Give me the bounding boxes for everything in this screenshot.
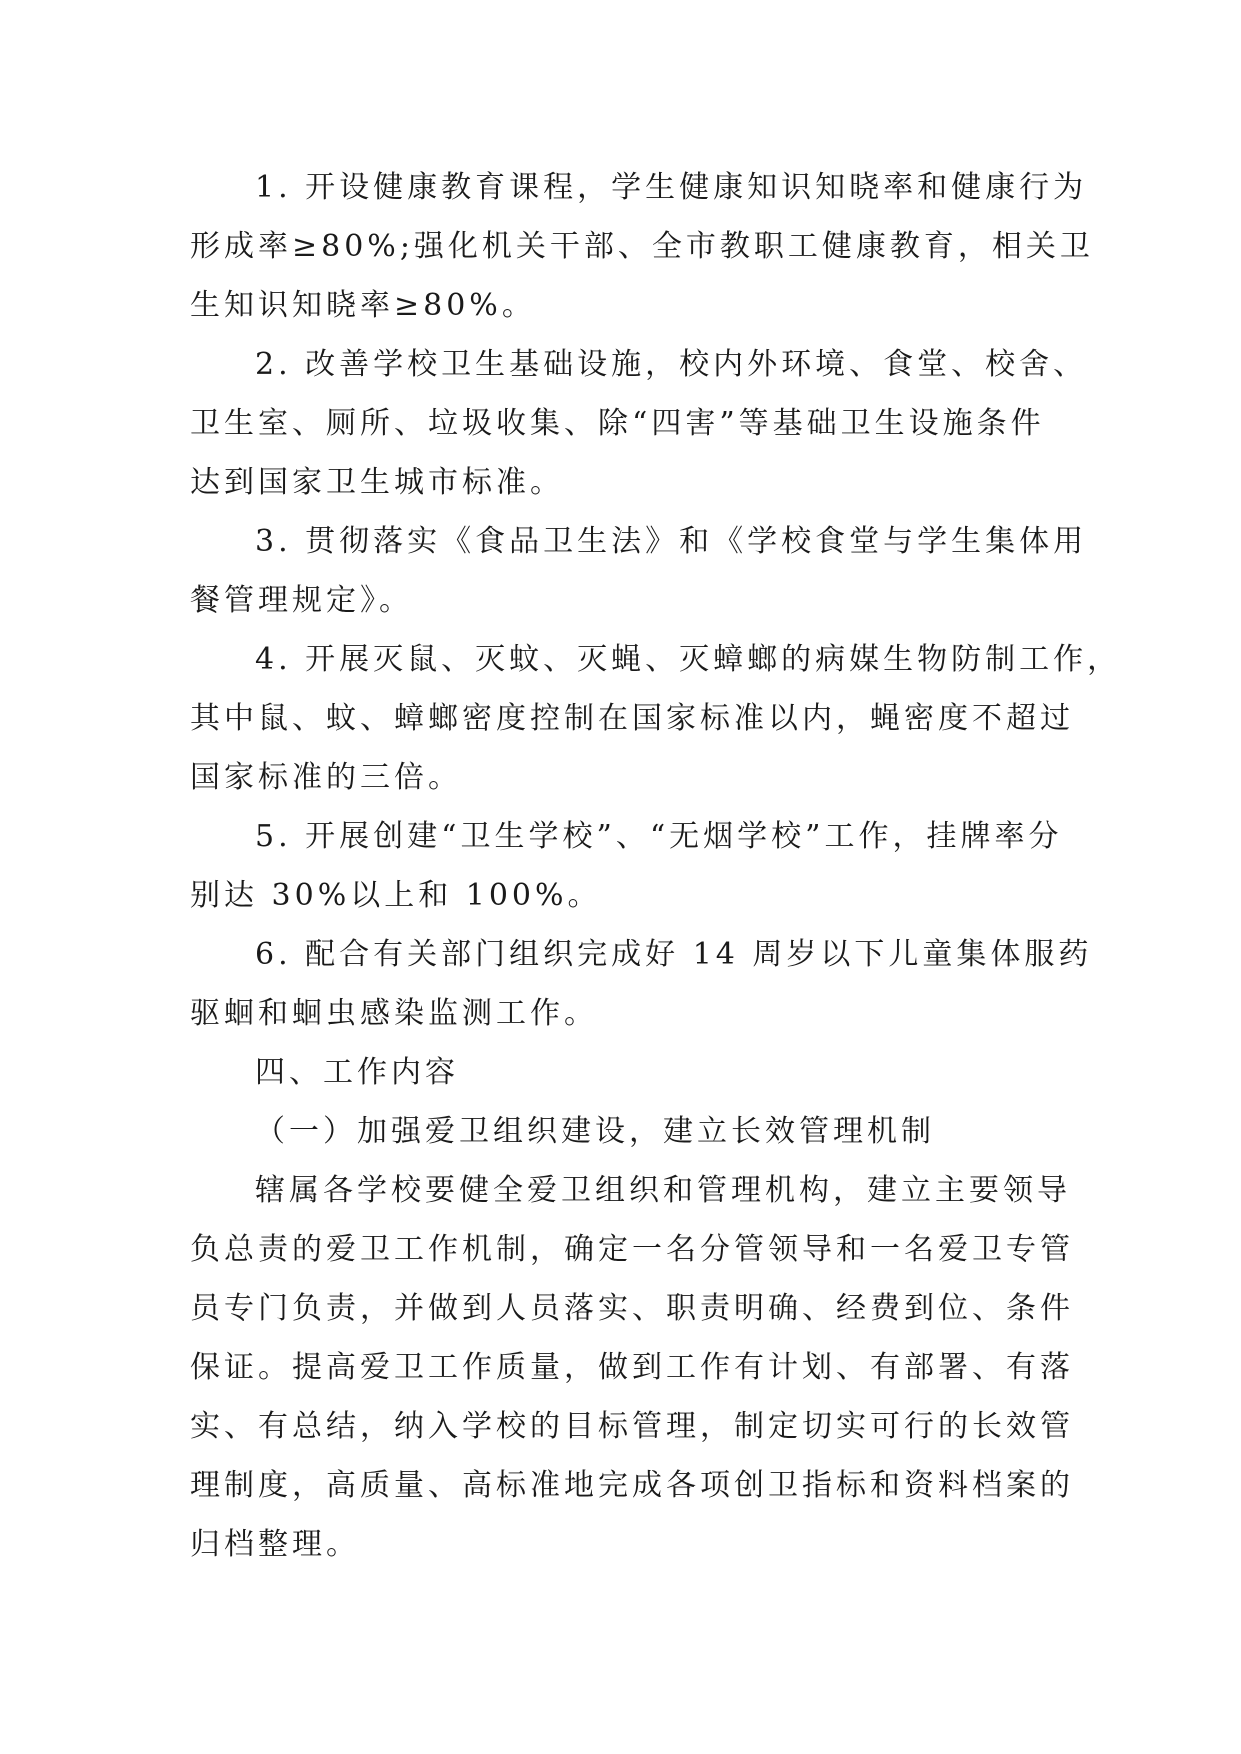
- body-paragraph-line-5: 实、有总结，纳入学校的目标管理，制定切实可行的长效管: [190, 1409, 1074, 1444]
- item-4-line-3: 国家标准的三倍。: [190, 760, 462, 795]
- item-4-line-2: 其中鼠、蚊、蟑螂密度控制在国家标准以内，蝇密度不超过: [190, 701, 1074, 736]
- item-2-line-3: 达到国家卫生城市标准。: [190, 465, 564, 500]
- body-paragraph-line-1: 辖属各学校要健全爱卫组织和管理机构，建立主要领导: [255, 1173, 1071, 1208]
- body-paragraph-line-6: 理制度，高质量、高标准地完成各项创卫指标和资料档案的: [190, 1468, 1074, 1503]
- item-1-line-1: 1. 开设健康教育课程，学生健康知识知晓率和健康行为: [255, 170, 1088, 205]
- section-heading: 四、工作内容: [255, 1055, 459, 1090]
- item-1-line-2: 形成率≥80%;强化机关干部、全市教职工健康教育，相关卫: [190, 229, 1094, 264]
- item-2-line-1: 2. 改善学校卫生基础设施，校内外环境、食堂、校舍、: [255, 347, 1088, 382]
- item-3-line-2: 餐管理规定》。: [190, 583, 413, 618]
- item-3-line-1: 3. 贯彻落实《食品卫生法》和《学校食堂与学生集体用: [255, 524, 1088, 559]
- item-5-line-1: 5. 开展创建“卫生学校”、“无烟学校”工作，挂牌率分: [255, 819, 1063, 854]
- item-5-line-2: 别达 30%以上和 100%。: [190, 878, 602, 913]
- item-6-line-1: 6. 配合有关部门组织完成好 14 周岁以下儿童集体服药: [255, 937, 1093, 972]
- body-paragraph-line-2: 负总责的爱卫工作机制，确定一名分管领导和一名爱卫专管: [190, 1232, 1074, 1267]
- body-paragraph-line-4: 保证。提高爱卫工作质量，做到工作有计划、有部署、有落: [190, 1350, 1074, 1385]
- body-paragraph-line-3: 员专门负责，并做到人员落实、职责明确、经费到位、条件: [190, 1291, 1074, 1326]
- item-6-line-2: 驱蛔和蛔虫感染监测工作。: [190, 996, 598, 1031]
- item-4-line-1: 4. 开展灭鼠、灭蚊、灭蝇、灭蟑螂的病媒生物防制工作，: [255, 642, 1122, 677]
- item-2-line-2: 卫生室、厕所、垃圾收集、除“四害”等基础卫生设施条件: [190, 406, 1045, 441]
- subsection-heading: （一）加强爱卫组织建设，建立长效管理机制: [255, 1114, 935, 1149]
- body-paragraph-line-7: 归档整理。: [190, 1527, 360, 1562]
- item-1-line-3: 生知识知晓率≥80%。: [190, 288, 536, 323]
